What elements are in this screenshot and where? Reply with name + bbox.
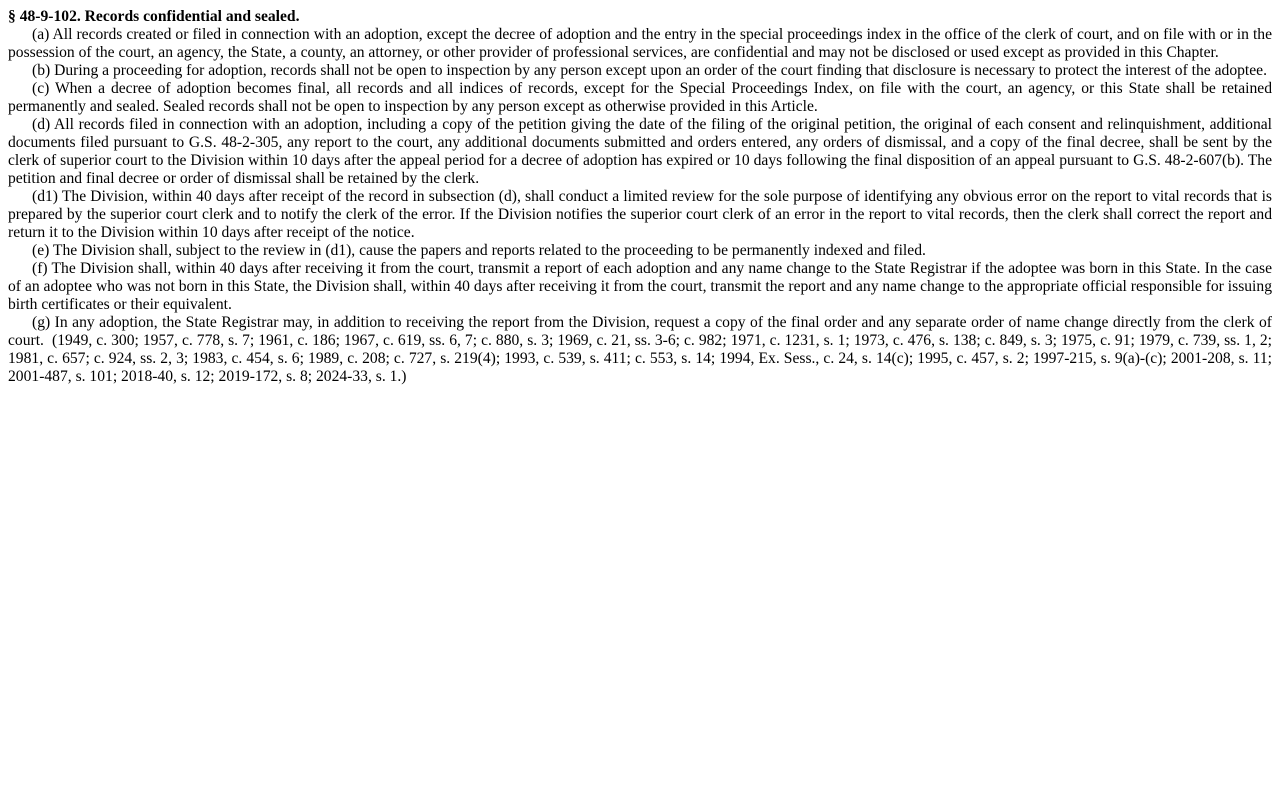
session-law-history: (1949, c. 300; 1957, c. 778, s. 7; 1961, c. 186; 1967, c. 619, ss. 6, 7; c. 880, s. 3; 1969, c. 21, ss. 3-6; c. 982; 1971, c. 1231, s. 1; 1973, c. 476, s. 138; c. 849, s. 3; 1975, c. 91; 1979, c. 739, ss. 1, 2; 1981, c. 657; c. 924, ss. 2, 3; 1983, c. 454, s. 6; 1989, c. 208; c. 727, s. 219(4); 1993, c. 539, s. 411; c. 553, s. 14; 1994, Ex. Sess., c. 24, s. 14(c); 1995, c. 457, s. 2; 1997-215, s. 9(a)-(c); 2001-208, s. 11; 2001-487, s. 101; 2018-40, s. 12; 2019-172, s. 8; 2024-33, s. 1.) xyxy=(8,332,1273,385)
statute-document xyxy=(8,8,1272,386)
subsection-d: (d) All records filed in connection with an adoption, including a copy of the petition giving the date of the filing of the original petition, the original of each consent and relinquishment, additional documents filed pursuant to G.S. 48-2-305, any report to the court, any additional documents submitted and orders entered, any orders of dismissal, and a copy of the final decree, shall be sent by the clerk of superior court to the Division within 10 days after the appeal period for a decree of adoption has expired or 10 days following the final disposition of an appeal pursuant to G.S. 48-2-607(b). The petition and final decree or order of dismissal shall be retained by the clerk. xyxy=(8,116,1272,187)
section-heading: § 48-9-102. Records confidential and sealed. xyxy=(8,8,300,25)
subsection-a: (a) All records created or filed in connection with an adoption, except the decree of adoption and the entry in the special proceedings index in the office of the clerk of court, and on file with or in the possession of the court, an agency, the State, a county, an attorney, or other provider of professional services, are confidential and may not be disclosed or used except as provided in this Chapter. xyxy=(8,26,1272,61)
subsection-g-text: (g) In any adoption, the State Registrar may, in addition to receiving the report from the Division, request a copy of the final order and any separate order of name change directly from the clerk of court. xyxy=(8,314,1272,349)
subsection-d1: (d1) The Division, within 40 days after receipt of the record in subsection (d), shall conduct a limited review for the sole purpose of identifying any obvious error on the report to vital records that is prepared by the superior court clerk and to notify the clerk of the error. If the Division notifies the superior court clerk of an error in the report to vital records, then the clerk shall correct the report and return it to the Division within 10 days after receipt of the notice. xyxy=(8,188,1272,241)
subsection-g xyxy=(8,314,1272,386)
subsection-e: (e) The Division shall, subject to the review in (d1), cause the papers and reports related to the proceeding to be permanently indexed and filed. xyxy=(32,242,926,259)
subsection-b: (b) During a proceeding for adoption, records shall not be open to inspection by any person except upon an order of the court finding that disclosure is necessary to protect the interest of the adoptee. xyxy=(32,62,1267,79)
subsection-f: (f) The Division shall, within 40 days after receiving it from the court, transmit a report of each adoption and any name change to the State Registrar if the adoptee was born in this State. In the case of an adoptee who was not born in this State, the Division shall, within 40 days after receiving it from the court, transmit the report and any name change to the appropriate official responsible for issuing birth certificates or their equivalent. xyxy=(8,260,1272,313)
subsection-c: (c) When a decree of adoption becomes final, all records and all indices of records, except for the Special Proceedings Index, on file with the court, an agency, or this State shall be retained permanently and sealed. Sealed records shall not be open to inspection by any person except as otherwise provided in this Article. xyxy=(8,80,1272,115)
